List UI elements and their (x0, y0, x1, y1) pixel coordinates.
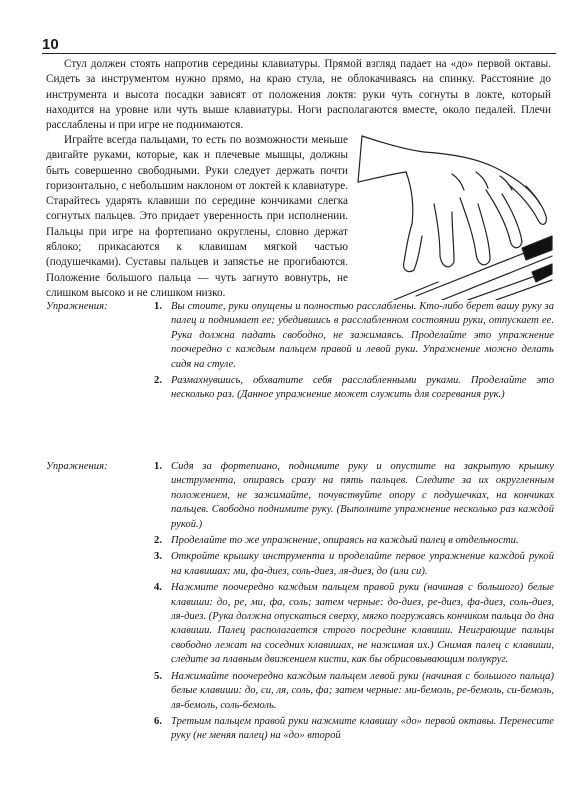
item-text: Вы стоите, руки опущены и полностью расслаблены. Кто-либо берет вашу руку за палец и поднимает ее; убедившись в расслабленном состоянии руки, отпускает ее. Рука должна падать свободно, не зажимаясь. Проделайте это упражнение поочередно с каждым пальцем правой и левой руки. Упражнение можно делать сидя на стуле. (171, 301, 554, 370)
exercises-label: Упражнения: (46, 461, 108, 472)
page-number: 10 (42, 36, 59, 53)
item-number: 6. (154, 715, 162, 727)
item-number: 1. (154, 301, 162, 312)
list-item (154, 550, 554, 579)
item-number: 1. (154, 461, 162, 472)
item-number: 5. (154, 670, 162, 682)
list-item (154, 460, 554, 532)
intro-text: Стул должен стоять напротив середины клавиатуры. Прямой взгляд падает на «до» первой октавы. Сидеть за инструментом нужно прямо, на краю стула, не облокачиваясь на спинку. Расстояние до инструмента и высота посадки зависят от положения локтя: руки чуть согнуты в локте, который находится на уровне или чуть выше клавиатуры. Ноги располагаются вместе, около педалей. Плечи расслаблены и при игре не поднимаются. (46, 58, 551, 132)
list-item (154, 300, 554, 372)
list-item (154, 581, 554, 667)
item-number: 2. (154, 535, 162, 547)
list-item (154, 715, 554, 744)
list-item (154, 534, 554, 548)
item-number: 4. (154, 582, 162, 594)
exercises-label: Упражнения: (46, 301, 108, 312)
item-text: Нажимайте поочередно каждым пальцем левой руки (начиная с большого пальца) белые клавиши: до, си, ля, соль, фа; затем черные: ми-бемоль, ре-бемоль, си-бемоль, ля-бемоль, соль-бемоль. (171, 670, 554, 711)
list-item (154, 374, 554, 403)
fingers-paragraph (46, 133, 348, 301)
exercise-list (154, 300, 554, 405)
fingers-text: Играйте всегда пальцами, то есть по возможности меньше двигайте руками, которые, как и плечевые мышцы, должны быть совершенно свободными. Руки следует держать почти горизонтально, с небольшим наклоном от локтей к клавиатуре. Старайтесь ударять клавиши по середине кончиками слегка согнутых пальцев. Это придает уверенность при исполнении. Пальцы при игре на фортепиано округлены, словно держат яблоко; прикасаются к клавишам мягкой частью (подушечками). Суставы пальцев и запястье не прогибаются. Положение большого пальца — чуть загнуто вовнутрь, не слишком высоко и не слишком низко. (46, 134, 348, 299)
item-text: Размахнувшись, обхватите себя расслабленными руками. Проделайте это несколько раз. (Данное упражнение может служить для согревания рук.) (171, 375, 554, 401)
list-item (154, 670, 554, 713)
item-text: Сидя за фортепиано, поднимите руку и опустите на закрытую крышку инструмента, опираясь сразу на пять пальцев. Следите за их округленным положением, не зажимайте, почувствуйте опору с подушечках, на кончиках пальцев. Свободно поднимите руку. (Выполните упражнение несколько раз каждой рукой.) (171, 461, 554, 530)
hand-on-keys-illustration (356, 124, 554, 300)
exercise-list (154, 460, 554, 746)
item-text: Третьим пальцем правой руки нажмите клавишу «до» первой октавы. Перенесите руку (не меняя палец) на «до» второй (171, 715, 554, 742)
item-text: Откройте крышку инструмента и проделайте первое упражнение каждой рукой на клавишах: ми, фа-диез, соль-диез, ля-диез, до (или си). (171, 551, 554, 577)
intro-paragraph (46, 57, 551, 133)
header-rule (42, 53, 556, 54)
item-text: Нажмите поочередно каждым пальцем правой руки (начиная с большого) белые клавиши: до, ре, ми, фа, соль; затем черные: до-диез, ре-диез, фа-диез, соль-диез, ля-диез. (Рука должна опускаться сверху, мягко погружаясь кончиком пальца до дна клавиши. Палец располагается строго посредине клавиши. Неиграющие пальцы свободно лежат на соседних клавишах, не нажимая их.) Снимая палец с клавиши, следите за плавным движением кисти, как бы обрисовывающим полукруг. (171, 582, 554, 666)
item-number: 2. (154, 375, 162, 387)
item-text: Проделайте то же упражнение, опираясь на каждый палец в отдельности. (171, 535, 519, 547)
item-number: 3. (154, 551, 162, 563)
